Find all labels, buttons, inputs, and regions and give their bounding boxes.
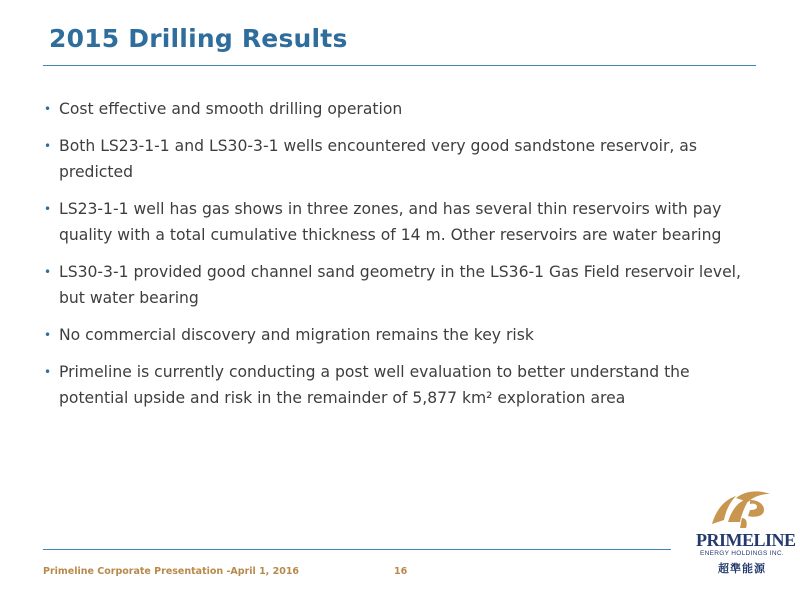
footer-divider (43, 549, 671, 550)
slide-title: 2015 Drilling Results (49, 24, 348, 53)
bullet-marker-icon: • (44, 265, 52, 279)
bullet-text: LS23-1-1 well has gas shows in three zones, and has several thin reservoirs with pay quality with a total cumulative thickness of 14 m. Other reservoirs are water bearing (59, 200, 722, 244)
logo-company-name: PRIMELINE (696, 530, 796, 550)
primeline-logo-icon (706, 488, 776, 530)
bullet-marker-icon: • (44, 328, 52, 342)
logo-subtitle: ENERGY HOLDINGS INC. (700, 550, 784, 557)
bullet-item (44, 259, 756, 311)
bullet-text: No commercial discovery and migration remains the key risk (59, 326, 534, 344)
bullet-marker-icon: • (44, 365, 52, 379)
footer-text: Primeline Corporate Presentation -April 1, 2016 (43, 566, 300, 577)
title-divider (43, 65, 756, 66)
logo-chinese-name: 超準能源 (718, 562, 766, 575)
bullet-text: Primeline is currently conducting a post well evaluation to better understand the potential upside and risk in the remainder of 5,877 km² exploration area (59, 363, 690, 407)
bullet-marker-icon: • (44, 102, 52, 116)
bullet-text: LS30-3-1 provided good channel sand geometry in the LS36-1 Gas Field reservoir level, but water bearing (59, 263, 741, 307)
bullet-list (44, 96, 756, 422)
page-number: 16 (394, 566, 408, 577)
company-logo (690, 488, 796, 588)
bullet-text: Both LS23-1-1 and LS30-3-1 wells encountered very good sandstone reservoir, as predicted (59, 137, 697, 181)
bullet-item (44, 133, 756, 185)
bullet-item (44, 196, 756, 248)
bullet-text: Cost effective and smooth drilling operation (59, 100, 403, 118)
bullet-marker-icon: • (44, 139, 52, 153)
bullet-marker-icon: • (44, 202, 52, 216)
bullet-item (44, 322, 756, 348)
bullet-item (44, 96, 756, 122)
bullet-item (44, 359, 756, 411)
